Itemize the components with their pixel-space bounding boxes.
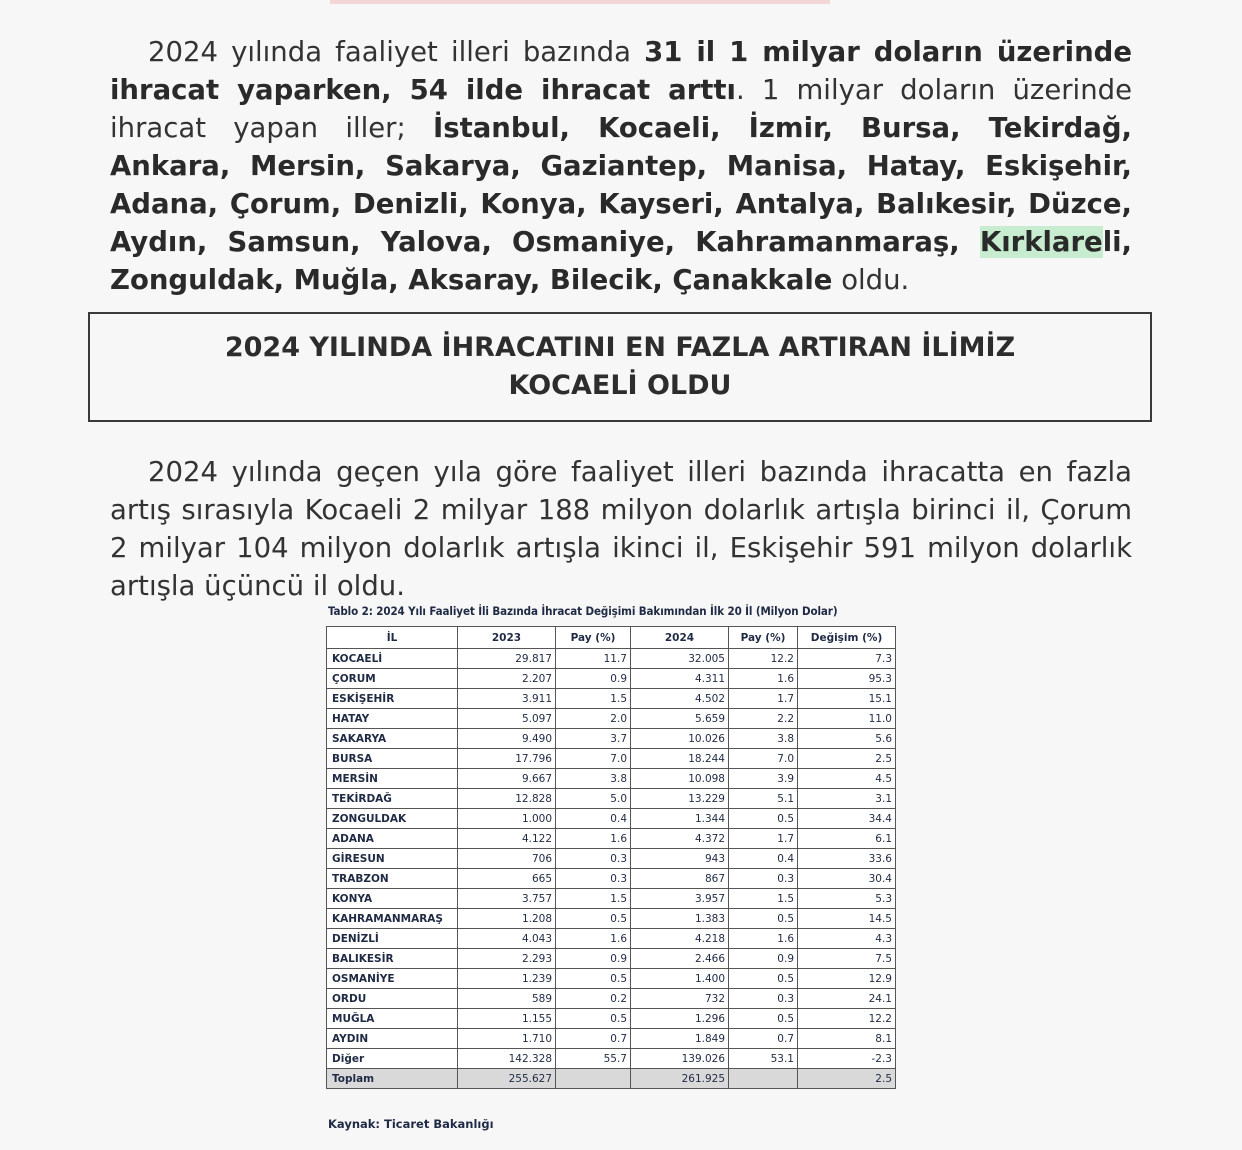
value-cell: 9.490: [458, 729, 556, 749]
value-cell: 142.328: [458, 1049, 556, 1069]
value-cell: 5.097: [458, 709, 556, 729]
value-cell: 7.3: [798, 649, 896, 669]
value-cell: 3.757: [458, 889, 556, 909]
intro-paragraph: [110, 33, 1132, 299]
value-cell: 1.5: [729, 889, 798, 909]
value-cell: 0.5: [729, 909, 798, 929]
province-cell: Diğer: [327, 1049, 458, 1069]
value-cell: 6.1: [798, 829, 896, 849]
value-cell: 5.3: [798, 889, 896, 909]
value-cell: 2.293: [458, 949, 556, 969]
table-row: [327, 949, 896, 969]
value-cell: 4.372: [631, 829, 729, 849]
province-cell: OSMANİYE: [327, 969, 458, 989]
value-cell: 1.208: [458, 909, 556, 929]
value-cell: 33.6: [798, 849, 896, 869]
table-row: [327, 789, 896, 809]
table-row: [327, 649, 896, 669]
province-cell: KONYA: [327, 889, 458, 909]
province-cell: ÇORUM: [327, 669, 458, 689]
value-cell: 1.710: [458, 1029, 556, 1049]
column-header: Pay (%): [556, 627, 631, 649]
value-cell: 5.0: [556, 789, 631, 809]
value-cell: 10.026: [631, 729, 729, 749]
table-row: [327, 989, 896, 1009]
value-cell: 1.400: [631, 969, 729, 989]
value-cell: 0.5: [729, 809, 798, 829]
value-cell: 18.244: [631, 749, 729, 769]
table-row: [327, 1049, 896, 1069]
column-header: İL: [327, 627, 458, 649]
value-cell: 3.9: [729, 769, 798, 789]
value-cell: 2.2: [729, 709, 798, 729]
value-cell: 1.383: [631, 909, 729, 929]
p1-province-list: İstanbul, Kocaeli, İzmir, Bursa, Tekirdağ, Ankara, Mersin, Sakarya, Gaziantep, Manisa, Hatay, Eskişehir, Adana, Çorum, Denizli, Konya, Kayseri, Antalya, Balıkesir, Düzce, Aydın, Samsun, Yalova, Osmaniye, Kahramanmaraş,: [110, 112, 1132, 258]
value-cell: 732: [631, 989, 729, 1009]
value-cell: 15.1: [798, 689, 896, 709]
value-cell: 1.239: [458, 969, 556, 989]
value-cell: 1.155: [458, 1009, 556, 1029]
province-cell: KAHRAMANMARAŞ: [327, 909, 458, 929]
value-cell: 1.000: [458, 809, 556, 829]
value-cell: 12.2: [729, 649, 798, 669]
province-cell: BALIKESİR: [327, 949, 458, 969]
value-cell: 1.6: [729, 929, 798, 949]
value-cell: 2.207: [458, 669, 556, 689]
value-cell: 2.466: [631, 949, 729, 969]
table-row: [327, 909, 896, 929]
value-cell: 3.8: [556, 769, 631, 789]
value-cell: 7.0: [729, 749, 798, 769]
p1-bold-1: 31 il 1 milyar doların üzerinde ihracat yaparken, 54 ilde ihracat arttı: [110, 36, 1132, 106]
value-cell: 32.005: [631, 649, 729, 669]
p1-province-list-end: li, Zonguldak, Muğla, Aksaray, Bilecik, Çanakkale: [110, 226, 1132, 296]
table-caption: Tablo 2: 2024 Yılı Faaliyet İli Bazında İhracat Değişimi Bakımından İlk 20 İl (Milyon Dolar): [328, 604, 838, 618]
table-body: [327, 649, 896, 1089]
top-accent-bar: [330, 0, 830, 4]
province-cell: ZONGULDAK: [327, 809, 458, 829]
heading-line-1: 2024 YILINDA İHRACATINI EN FAZLA ARTIRAN İLİMİZ: [224, 332, 1016, 363]
value-cell: 3.7: [556, 729, 631, 749]
value-cell: 5.1: [729, 789, 798, 809]
value-cell: 665: [458, 869, 556, 889]
value-cell: 4.3: [798, 929, 896, 949]
value-cell: 14.5: [798, 909, 896, 929]
value-cell: 29.817: [458, 649, 556, 669]
province-cell: KOCAELİ: [327, 649, 458, 669]
value-cell: 12.2: [798, 1009, 896, 1029]
value-cell: 10.098: [631, 769, 729, 789]
value-cell: 1.7: [729, 829, 798, 849]
table-row: [327, 829, 896, 849]
value-cell: 0.5: [729, 1009, 798, 1029]
table-source-note: Kaynak: Ticaret Bakanlığı: [328, 1117, 494, 1131]
value-cell: 0.3: [556, 849, 631, 869]
province-cell: TEKİRDAĞ: [327, 789, 458, 809]
table-row: [327, 849, 896, 869]
table-row: [327, 709, 896, 729]
value-cell: 1.6: [729, 669, 798, 689]
section-heading-box: [88, 312, 1152, 422]
table-row: [327, 1069, 896, 1089]
value-cell: 1.7: [729, 689, 798, 709]
value-cell: 55.7: [556, 1049, 631, 1069]
value-cell: 0.3: [556, 869, 631, 889]
table-row: [327, 1009, 896, 1029]
value-cell: 0.5: [556, 909, 631, 929]
table-row: [327, 889, 896, 909]
table-row: [327, 1029, 896, 1049]
value-cell: 4.043: [458, 929, 556, 949]
value-cell: 0.9: [556, 669, 631, 689]
province-cell: ESKİŞEHİR: [327, 689, 458, 709]
value-cell: 4.218: [631, 929, 729, 949]
p1-text-3: oldu.: [832, 264, 910, 296]
export-change-table: [326, 626, 896, 1089]
value-cell: [729, 1069, 798, 1089]
province-cell: MUĞLA: [327, 1009, 458, 1029]
province-cell: BURSA: [327, 749, 458, 769]
value-cell: 3.8: [729, 729, 798, 749]
table-row: [327, 969, 896, 989]
p1-text-2: . 1 milyar doların üzerinde ihracat yapan iller;: [110, 74, 1133, 144]
column-header: Pay (%): [729, 627, 798, 649]
table-row: [327, 809, 896, 829]
value-cell: 7.0: [556, 749, 631, 769]
value-cell: 0.5: [556, 969, 631, 989]
province-cell: AYDIN: [327, 1029, 458, 1049]
p1-text-1: 2024 yılında faaliyet illeri bazında: [148, 36, 645, 68]
value-cell: 0.2: [556, 989, 631, 1009]
province-cell: DENİZLİ: [327, 929, 458, 949]
table-row: [327, 929, 896, 949]
detail-paragraph: [110, 453, 1132, 605]
value-cell: 53.1: [729, 1049, 798, 1069]
value-cell: 17.796: [458, 749, 556, 769]
table-row: [327, 669, 896, 689]
value-cell: 0.4: [556, 809, 631, 829]
value-cell: 13.229: [631, 789, 729, 809]
p1-highlighted-word: Kırklare: [979, 226, 1103, 258]
value-cell: 867: [631, 869, 729, 889]
value-cell: -2.3: [798, 1049, 896, 1069]
value-cell: 4.122: [458, 829, 556, 849]
value-cell: [556, 1069, 631, 1089]
value-cell: 943: [631, 849, 729, 869]
column-header: Değişim (%): [798, 627, 896, 649]
value-cell: 255.627: [458, 1069, 556, 1089]
table-row: [327, 869, 896, 889]
value-cell: 0.5: [556, 1009, 631, 1029]
value-cell: 1.6: [556, 829, 631, 849]
province-cell: HATAY: [327, 709, 458, 729]
value-cell: 2.0: [556, 709, 631, 729]
value-cell: 0.7: [556, 1029, 631, 1049]
table-row: [327, 729, 896, 749]
value-cell: 0.7: [729, 1029, 798, 1049]
value-cell: 7.5: [798, 949, 896, 969]
province-cell: GİRESUN: [327, 849, 458, 869]
value-cell: 4.311: [631, 669, 729, 689]
value-cell: 3.911: [458, 689, 556, 709]
value-cell: 3.957: [631, 889, 729, 909]
province-cell: SAKARYA: [327, 729, 458, 749]
value-cell: 0.3: [729, 869, 798, 889]
value-cell: 1.296: [631, 1009, 729, 1029]
value-cell: 11.0: [798, 709, 896, 729]
value-cell: 95.3: [798, 669, 896, 689]
value-cell: 9.667: [458, 769, 556, 789]
table-row: [327, 689, 896, 709]
value-cell: 12.9: [798, 969, 896, 989]
table-row: [327, 749, 896, 769]
province-cell: ORDU: [327, 989, 458, 1009]
value-cell: 5.6: [798, 729, 896, 749]
heading-line-2: KOCAELİ OLDU: [508, 370, 732, 401]
value-cell: 1.344: [631, 809, 729, 829]
p2-text: 2024 yılında geçen yıla göre faaliyet illeri bazında ihracatta en fazla artış sırasıyla Kocaeli 2 milyar 188 milyon dolarlık artışla birinci il, Çorum 2 milyar 104 milyon dolarlık artışla ikinci il, Eskişehir 591 milyon dolarlık artışla üçüncü il oldu.: [110, 456, 1132, 602]
value-cell: 12.828: [458, 789, 556, 809]
column-header: 2024: [631, 627, 729, 649]
value-cell: 4.502: [631, 689, 729, 709]
value-cell: 0.5: [729, 969, 798, 989]
value-cell: 5.659: [631, 709, 729, 729]
value-cell: 706: [458, 849, 556, 869]
province-cell: MERSİN: [327, 769, 458, 789]
province-cell: Toplam: [327, 1069, 458, 1089]
value-cell: 0.9: [556, 949, 631, 969]
column-header: 2023: [458, 627, 556, 649]
value-cell: 34.4: [798, 809, 896, 829]
value-cell: 8.1: [798, 1029, 896, 1049]
value-cell: 0.4: [729, 849, 798, 869]
value-cell: 589: [458, 989, 556, 1009]
value-cell: 11.7: [556, 649, 631, 669]
value-cell: 4.5: [798, 769, 896, 789]
table-header-row: [327, 627, 896, 649]
value-cell: 3.1: [798, 789, 896, 809]
value-cell: 2.5: [798, 749, 896, 769]
value-cell: 1.849: [631, 1029, 729, 1049]
value-cell: 24.1: [798, 989, 896, 1009]
value-cell: 0.3: [729, 989, 798, 1009]
value-cell: 1.6: [556, 929, 631, 949]
value-cell: 1.5: [556, 889, 631, 909]
province-cell: ADANA: [327, 829, 458, 849]
value-cell: 1.5: [556, 689, 631, 709]
value-cell: 2.5: [798, 1069, 896, 1089]
value-cell: 261.925: [631, 1069, 729, 1089]
table-row: [327, 769, 896, 789]
value-cell: 139.026: [631, 1049, 729, 1069]
value-cell: 30.4: [798, 869, 896, 889]
province-cell: TRABZON: [327, 869, 458, 889]
value-cell: 0.9: [729, 949, 798, 969]
